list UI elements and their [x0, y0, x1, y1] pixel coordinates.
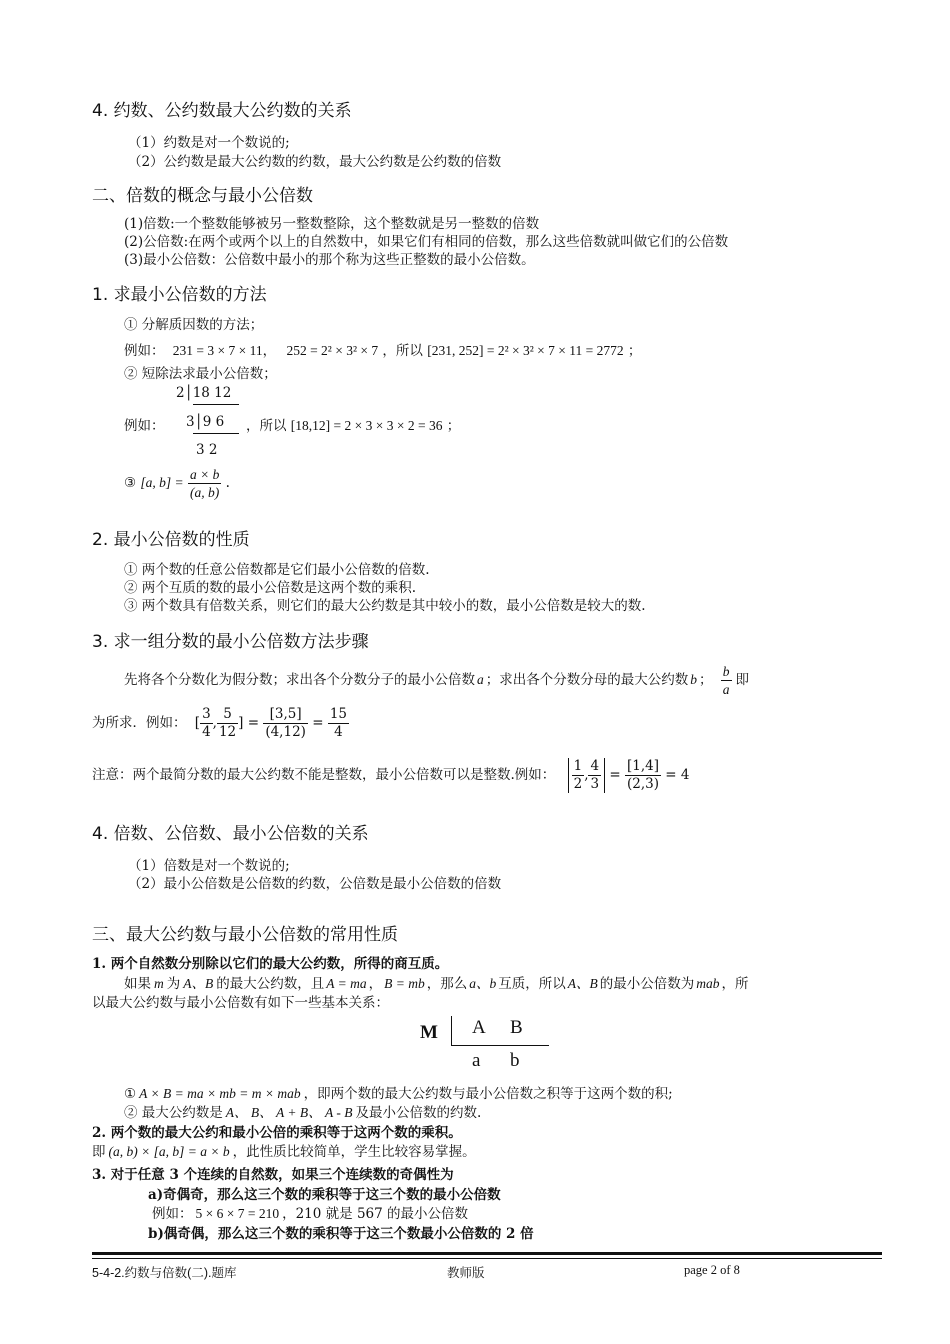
formula: [231, 252] = 2² × 3² × 7 × 11 = 2772 [427, 343, 624, 358]
fraction [328, 706, 349, 741]
variable: a、b [469, 976, 497, 991]
text: 的最小公倍数为 [599, 976, 695, 992]
text-line: （2）最小公倍数是公倍数的约数，公倍数是最小公倍数的倍数 [128, 876, 502, 892]
paragraph-line [152, 1202, 468, 1222]
section-heading: 3. 求一组分数的最小公倍数方法步骤 [92, 632, 369, 652]
formula: B = mb [384, 976, 425, 991]
text: 互质，所以 [498, 976, 566, 992]
text: = 4 [665, 767, 690, 783]
example-line [246, 414, 460, 434]
footer-rule [92, 1258, 882, 1259]
label: ； [446, 418, 461, 434]
denominator: 12 [218, 724, 237, 740]
text-line: 2. 两个数的最大公约和最小公倍的乘积等于这两个数的乘积。 [92, 1125, 462, 1141]
label: 例如： [124, 418, 165, 434]
numerator: [3,5] [263, 706, 308, 724]
text: ，即两个数的最大公约数与最小公倍数之积等于这两个数的积; [303, 1086, 673, 1102]
text: 的最大公约数，且 [216, 976, 325, 992]
section-heading: 三、最大公约数与最小公倍数的常用性质 [92, 925, 398, 945]
paragraph-line [124, 1101, 481, 1121]
text: 为 [166, 976, 181, 992]
formula-line [124, 466, 230, 501]
text-line: b)偶奇偶，那么这三个数的乘积等于这三个数最小公倍数的 2 倍 [148, 1226, 534, 1242]
text-line: 1. 两个自然数分别除以它们的最大公约数，所得的商互质。 [92, 956, 449, 972]
fraction [200, 706, 213, 741]
text-line: ① 两个数的任意公倍数都是它们最小公倍数的倍数. [124, 562, 430, 578]
diagram-label: A [472, 1017, 486, 1038]
text: ② 最大公约数是 [124, 1105, 223, 1121]
text-line: （2）公约数是最大公约数的约数，最大公约数是公约数的倍数 [128, 154, 502, 170]
paragraph-line: 注意：两个最简分数的最大公约数不能是整数，最小公倍数可以是整数.例如： $\frac{1}{2}$ , $\frac{4}{3}$ = $\frac{[1,4]}{(2,3)}$ = 4 [92, 758, 690, 792]
fraction [188, 466, 221, 501]
text: ，所 [721, 976, 749, 992]
text: 即 [92, 1144, 106, 1160]
denominator: 4 [334, 724, 343, 740]
footer-center: 教师版 [447, 1266, 485, 1280]
divider [193, 404, 239, 405]
text: 及最小公倍数的约数. [355, 1105, 482, 1121]
numerator: [1,4] [626, 758, 659, 774]
variable: A、B [567, 976, 598, 991]
text-line: ① 分解质因数的方法； [124, 317, 264, 333]
text-line: (2)公倍数:在两个或两个以上的自然数中，如果它们有相同的倍数，那么这些倍数就叫做它们的公倍数 [124, 234, 729, 250]
text: ，210 就是 567 的最小公倍数 [282, 1206, 469, 1222]
denominator: (2,3) [626, 776, 659, 792]
footer-left: 5-4-2.约数与倍数(二).题库 [92, 1266, 237, 1280]
text-line: （1）约数是对一个数说的; [128, 135, 290, 151]
numerator: 4 [590, 758, 600, 774]
denominator: a [722, 682, 730, 697]
text: ； [699, 672, 713, 688]
fraction [588, 758, 601, 793]
text: ，此性质比较简单，学生比较容易掌握。 [232, 1144, 476, 1160]
fraction [263, 706, 308, 741]
text-line: a)奇偶奇，那么这三个数的乘积等于这三个数的最小公倍数 [148, 1187, 501, 1203]
text-line: 3. 对于任意 3 个连续的自然数，如果三个连续数的奇偶性为 [92, 1167, 454, 1183]
text-line: ② 短除法求最小公倍数； [124, 366, 277, 382]
paragraph-line: 为所求．例如： [ $\frac{3}{4}$ , $\frac{5}{12}$ ] = $\frac{[3,5]}{(4,12)}$ = $\frac{15}{4}$ [92, 706, 348, 740]
section-heading: 2. 最小公倍数的性质 [92, 530, 250, 550]
division-row: 3│9 6 [186, 414, 225, 430]
text-line: 以最大公约数与最小公倍数有如下一些基本关系： [92, 995, 389, 1011]
text-line: ③ 两个数具有倍数关系，则它们的最大公约数是其中较小的数，最小公倍数是较大的数. [124, 598, 646, 614]
formula: (a, b) × [a, b] = a × b [108, 1144, 230, 1159]
denominator: 3 [590, 776, 600, 792]
formula: A × B = ma × mb = m × mab [139, 1086, 301, 1101]
numerator: a × b [189, 467, 220, 482]
text: 例如： [152, 1206, 193, 1222]
formula: 252 = 2² × 3² × 7 [286, 343, 379, 358]
diagram-label: b [510, 1050, 520, 1071]
label: ； [627, 343, 642, 359]
section-heading: 1. 求最小公倍数的方法 [92, 285, 267, 305]
paragraph-line [124, 663, 749, 698]
label: 例如： [124, 343, 165, 359]
fraction [721, 663, 732, 698]
denominator: 2 [573, 776, 583, 792]
fraction [625, 758, 661, 793]
label: ③ [124, 475, 137, 491]
text: ① [124, 1086, 137, 1102]
text: ，那么 [426, 976, 468, 992]
numerator: 1 [573, 758, 583, 774]
footer-rule [92, 1252, 882, 1255]
section-heading: 4. 倍数、公倍数、最小公倍数的关系 [92, 824, 369, 844]
numerator: 3 [202, 706, 211, 722]
example-line [124, 339, 641, 359]
denominator: (a, b) [190, 485, 220, 500]
division-row: 3 2 [196, 442, 218, 458]
diagram-label: a [472, 1050, 481, 1071]
text-line: （1）倍数是对一个数说的; [128, 858, 290, 874]
label: ，所以 [382, 343, 423, 359]
text-line: ② 两个互质的数的最小公倍数是这两个数的乘积. [124, 580, 417, 596]
section-heading: 4. 约数、公约数最大公约数的关系 [92, 101, 352, 121]
label: ，所以 [246, 418, 287, 434]
text: 注意：两个最简分数的最大公约数不能是整数，最小公倍数可以是整数.例如： [92, 767, 556, 783]
variable: a [477, 672, 484, 687]
formula: A = ma [326, 976, 367, 991]
paragraph-line [124, 1082, 673, 1102]
numerator: 5 [217, 706, 238, 724]
paragraph-line [92, 1140, 476, 1160]
denominator: 4 [202, 724, 211, 740]
fraction [572, 758, 585, 793]
variable: b [690, 672, 697, 687]
division-row: 2│18 12 [176, 385, 232, 401]
formula: 5 × 6 × 7 = 210 [195, 1206, 280, 1221]
paragraph-line: 如果 m 为 A、B 的最大公约数，且 A = ma ， B = mb ，那么 a、b 互质，所以 A、B 的最小公倍数为 mab ，所 [124, 976, 749, 992]
variable: m [154, 976, 164, 991]
text: 先将各个分数化为假分数；求出各个分数分子的最小公倍数 [124, 672, 475, 688]
bracket-group: $\frac{1}{2}$ , $\frac{4}{3}$ [568, 758, 605, 793]
text: ；求出各个分数分母的最大公约数 [485, 672, 689, 688]
text: 为所求．例如： [92, 715, 187, 731]
formula: A、 B、 A + B、 A - B [225, 1105, 353, 1120]
diagram-label: M [420, 1022, 438, 1043]
denominator: (4,12) [265, 724, 306, 740]
diagram-vline [451, 1016, 452, 1046]
formula: 231 = 3 × 7 × 11， [172, 343, 277, 358]
section-heading: 二、倍数的概念与最小公倍数 [92, 186, 313, 206]
formula: [18,12] = 2 × 3 × 3 × 2 = 36 [290, 418, 443, 433]
text-line: (3)最小公倍数：公倍数中最小的那个称为这些正整数的最小公倍数。 [124, 252, 535, 268]
fraction [217, 706, 238, 741]
text: 即 [735, 672, 750, 688]
text-line: (1)倍数:一个整数能够被另一整数整除，这个整数就是另一整数的倍数 [124, 216, 540, 232]
variable: A、B [183, 976, 214, 991]
page-number: page 2 of 8 [684, 1263, 740, 1277]
numerator: b [722, 664, 730, 679]
label: . [225, 475, 230, 491]
text: 如果 [124, 976, 151, 992]
numerator: 15 [329, 706, 348, 722]
formula: [a, b] = [140, 475, 184, 490]
variable: mab [696, 976, 720, 991]
divider [193, 433, 239, 434]
diagram-label: B [510, 1017, 523, 1038]
diagram-hline [451, 1045, 549, 1046]
